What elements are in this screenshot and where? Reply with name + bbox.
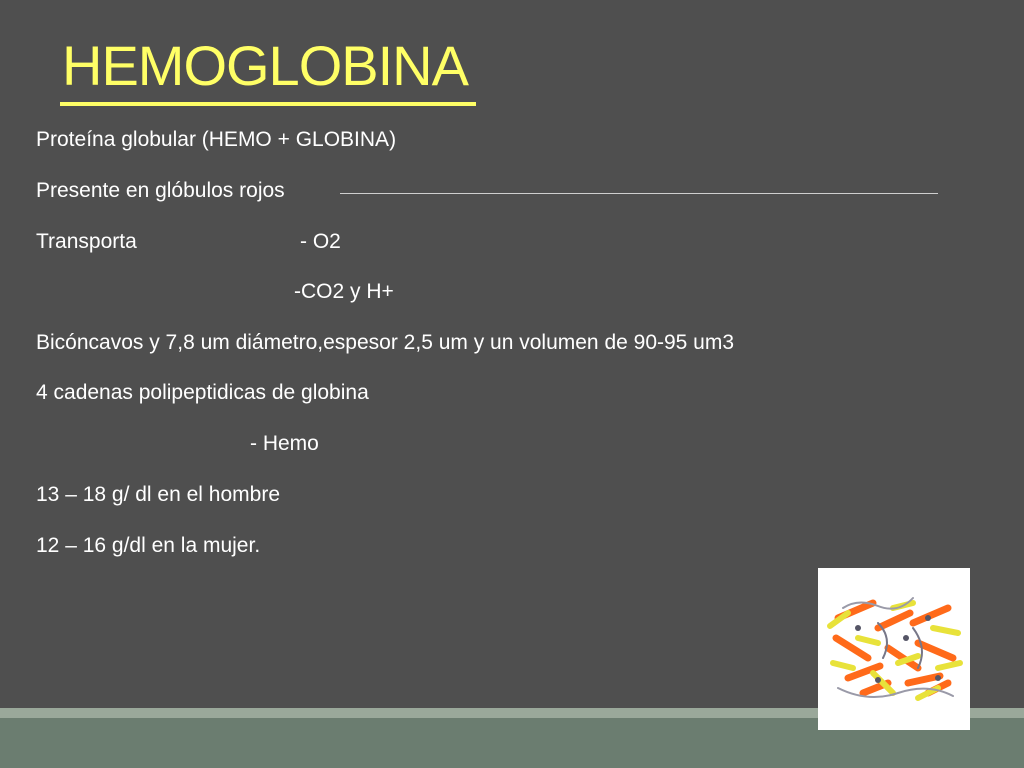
text-line-2: Presente en glóbulos rojos (36, 179, 285, 202)
text-line-hemo: - Hemo (250, 432, 319, 455)
text-line-1: Proteína globular (HEMO + GLOBINA) (36, 128, 397, 151)
text-line-5: Bicóncavos y 7,8 um diámetro,espesor 2,5 um y un volumen de 90-95 um3 (36, 331, 735, 354)
divider-line (340, 193, 938, 194)
text-line-3: Transporta (36, 230, 137, 253)
text-line-o2: - O2 (300, 230, 341, 253)
text-line-co2: -CO2 y H+ (294, 280, 394, 303)
slide-title: HEMOGLOBINA (62, 34, 468, 97)
text-line-8: 13 – 18 g/ dl en el hombre (36, 483, 281, 506)
hemoglobin-structure-icon (818, 568, 970, 730)
hemoglobin-structure-svg (818, 568, 970, 730)
text-line-6: 4 cadenas polipeptidicas de globina (36, 381, 369, 404)
title-underline (60, 102, 476, 106)
text-line-9: 12 – 16 g/dl en la mujer. (36, 534, 261, 557)
